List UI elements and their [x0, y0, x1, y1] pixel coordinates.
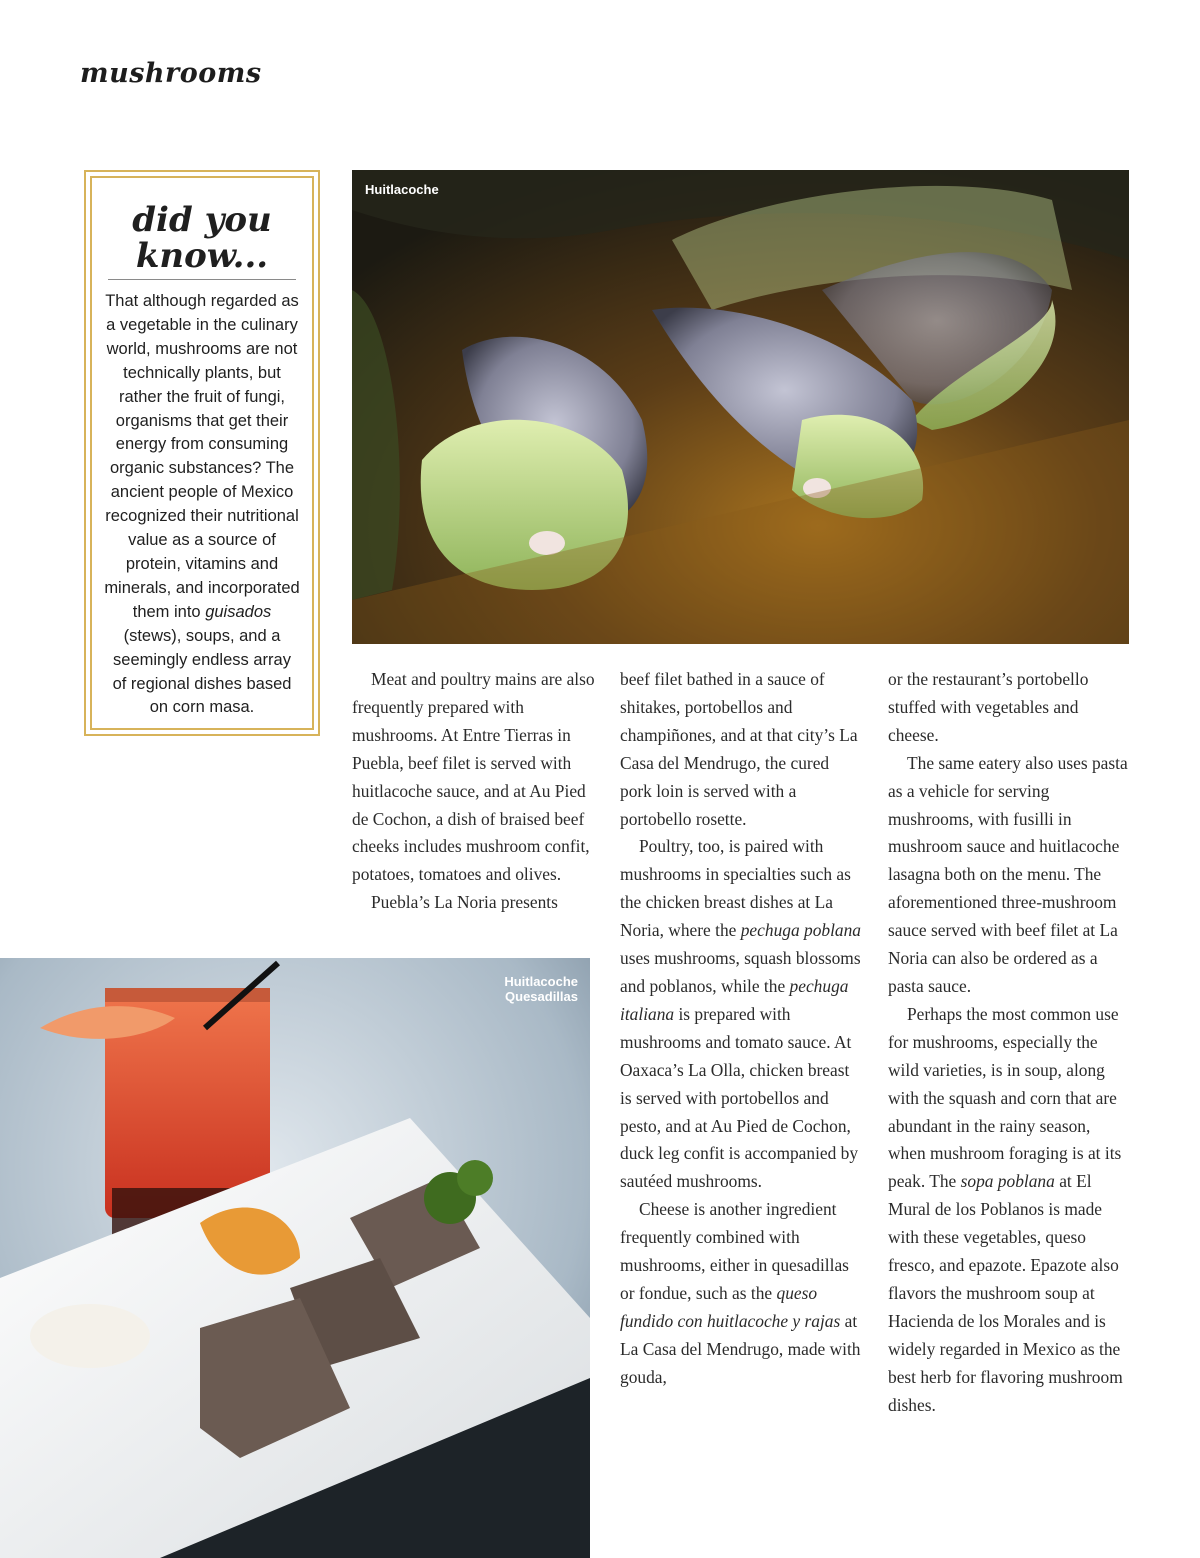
bottom-photo-caption [500, 974, 578, 1004]
col2-paragraph-3 [620, 1196, 864, 1391]
col2-p2-text-c: is prepared with mushrooms and tomato sauce. At Oaxaca’s La Olla, chicken breast is served with portobellos and pesto, and at Au Pied de Cochon, duck leg confit is accompanied by sautéed mushrooms. [620, 1003, 859, 1192]
col2-p2-text-a: Poultry, too, is paired with mushrooms in specialties such as the chicken breast dishes at La Noria, where the [620, 836, 851, 941]
article-column-2 [620, 666, 864, 1392]
quesadillas-photo [0, 958, 590, 1558]
did-you-know-frame [90, 176, 314, 730]
sidebar-title-line1: did you [132, 200, 272, 240]
sidebar-text-italic: guisados [205, 602, 272, 621]
article-column-3 [888, 666, 1132, 1419]
did-you-know-sidebar [84, 170, 320, 736]
bottom-caption-line2: Quesadillas [505, 989, 578, 1004]
section-tag: mushrooms [80, 58, 262, 89]
col2-p2-text-b: uses mushrooms, squash blossoms and poblanos, while the [620, 948, 861, 996]
huitlacoche-image [352, 170, 1129, 644]
col3-paragraph-3 [888, 1001, 1132, 1420]
col2-p3-italic: queso fundido con huitlacoche y rajas [620, 1282, 841, 1331]
sidebar-title-line2: know... [135, 236, 269, 276]
bottom-caption-line1: Huitlacoche [504, 974, 578, 989]
quesadillas-image [0, 958, 590, 1558]
col2-p3-text-a: Cheese is another ingredient frequently combined with mushrooms, either in quesadillas or fondue, such as the [620, 1199, 849, 1303]
sidebar-title [104, 202, 300, 274]
col3-p3-text-b: at El Mural de los Poblanos is made with these vegetables, queso fresco, and epazote. Epazote also flavors the mushroom soup at Hacienda de los Morales and is widely regarded in Mexico as the best herb for flavoring mushroom dishes. [888, 1171, 1123, 1415]
col1-paragraph-2: Puebla’s La Noria presents [371, 892, 558, 913]
sidebar-text-part2: (stews), soups, and a seemingly endless array of regional dishes based on corn masa. [112, 626, 292, 717]
col2-paragraph-1: beef filet bathed in a sauce of shitakes, portobellos and champiñones, and at that city’s La Casa del Mendrugo, the cured pork loin is served with a portobello rosette. [620, 669, 858, 829]
sidebar-divider [108, 279, 296, 280]
huitlacoche-photo [352, 170, 1129, 644]
col3-p3-italic: sopa poblana [960, 1171, 1055, 1192]
top-photo-caption: Huitlacoche [365, 182, 439, 197]
col3-p3-text-a: Perhaps the most common use for mushrooms, especially the wild varieties, is in soup, along with the squash and corn that are abundant in the rainy season, when mushroom foraging is at its peak. The [888, 1003, 1122, 1192]
col1-paragraph-1: Meat and poultry mains are also frequently prepared with mushrooms. At Entre Tierras in Puebla, beef filet is served with huitlacoche sauce, and at Au Pied de Cochon, a dish of braised beef cheeks includes mushroom confit, potatoes, tomatoes and olives. [352, 669, 595, 885]
sidebar-text [104, 290, 300, 720]
col2-paragraph-2 [620, 833, 864, 1196]
col2-p2-italic-1: pechuga poblana [740, 920, 861, 941]
col2-p2-italic-2: pechuga italiana [620, 975, 849, 1024]
col2-p3-text-b: at La Casa del Mendrugo, made with gouda, [620, 1310, 861, 1387]
col3-paragraph-1: or the restaurant’s portobello stuffed with vegetables and cheese. [888, 669, 1089, 745]
col3-paragraph-2: The same eatery also uses pasta as a vehicle for serving mushrooms, with fusilli in mushroom sauce and huitlacoche lasagna both on the menu. The aforementioned three-mushroom sauce served with beef filet at La Noria can also be ordered as a pasta sauce. [888, 752, 1128, 996]
article-column-1 [352, 666, 596, 917]
sidebar-text-part1: That although regarded as a vegetable in the culinary world, mushrooms are not technically plants, but rather the fruit of fungi, organisms that get their energy from consuming organic substances? The ancient people of Mexico recognized their nutritional value as a source of protein, vitamins and minerals, and incorporated them into [104, 292, 300, 621]
